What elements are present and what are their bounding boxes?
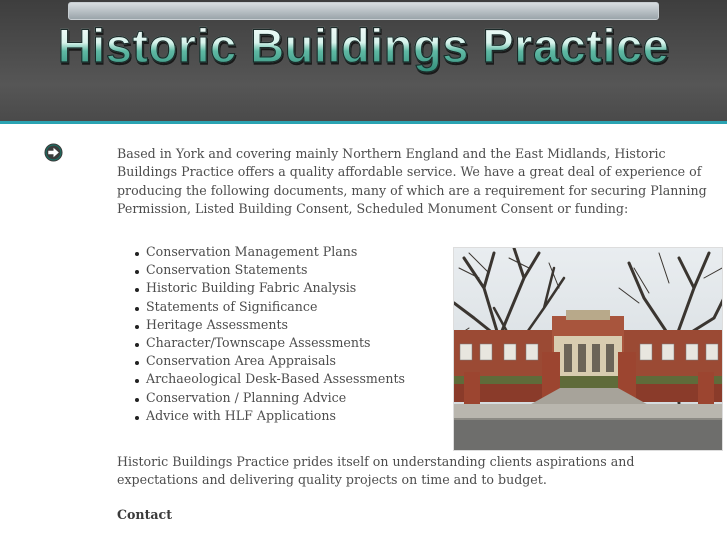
list-item: Conservation / Planning Advice (133, 389, 405, 407)
list-item: Archaeological Desk-Based Assessments (133, 370, 405, 388)
list-item: Statements of Significance (133, 298, 405, 316)
list-item: Heritage Assessments (133, 316, 405, 334)
building-photo (453, 247, 723, 451)
list-item: Conservation Management Plans (133, 243, 405, 261)
list-item: Character/Townscape Assessments (133, 334, 405, 352)
services-list (133, 243, 405, 425)
list-item: Historic Building Fabric Analysis (133, 279, 405, 297)
intro-paragraph: Based in York and covering mainly Northern England and the East Midlands, Historic Buildings Practice offers a quality affordable service. We have a great deal of experience of producing the following documents, many of which are a requirement for securing Planning Permission, Listed Building Consent, Scheduled Monument Consent or funding: (117, 146, 707, 216)
contact-heading: Contact (117, 507, 173, 522)
building-photo-illustration (454, 248, 723, 451)
arrow-right-circle-icon (44, 143, 63, 162)
list-item: Advice with HLF Applications (133, 407, 405, 425)
list-item: Conservation Area Appraisals (133, 352, 405, 370)
site-header (0, 0, 727, 124)
list-item: Conservation Statements (133, 261, 405, 279)
outro-paragraph: Historic Buildings Practice prides itself on understanding clients aspirations and expectations and delivering quality projects on time and to budget. (117, 454, 635, 488)
site-title: Historic Buildings Practice (0, 18, 727, 73)
